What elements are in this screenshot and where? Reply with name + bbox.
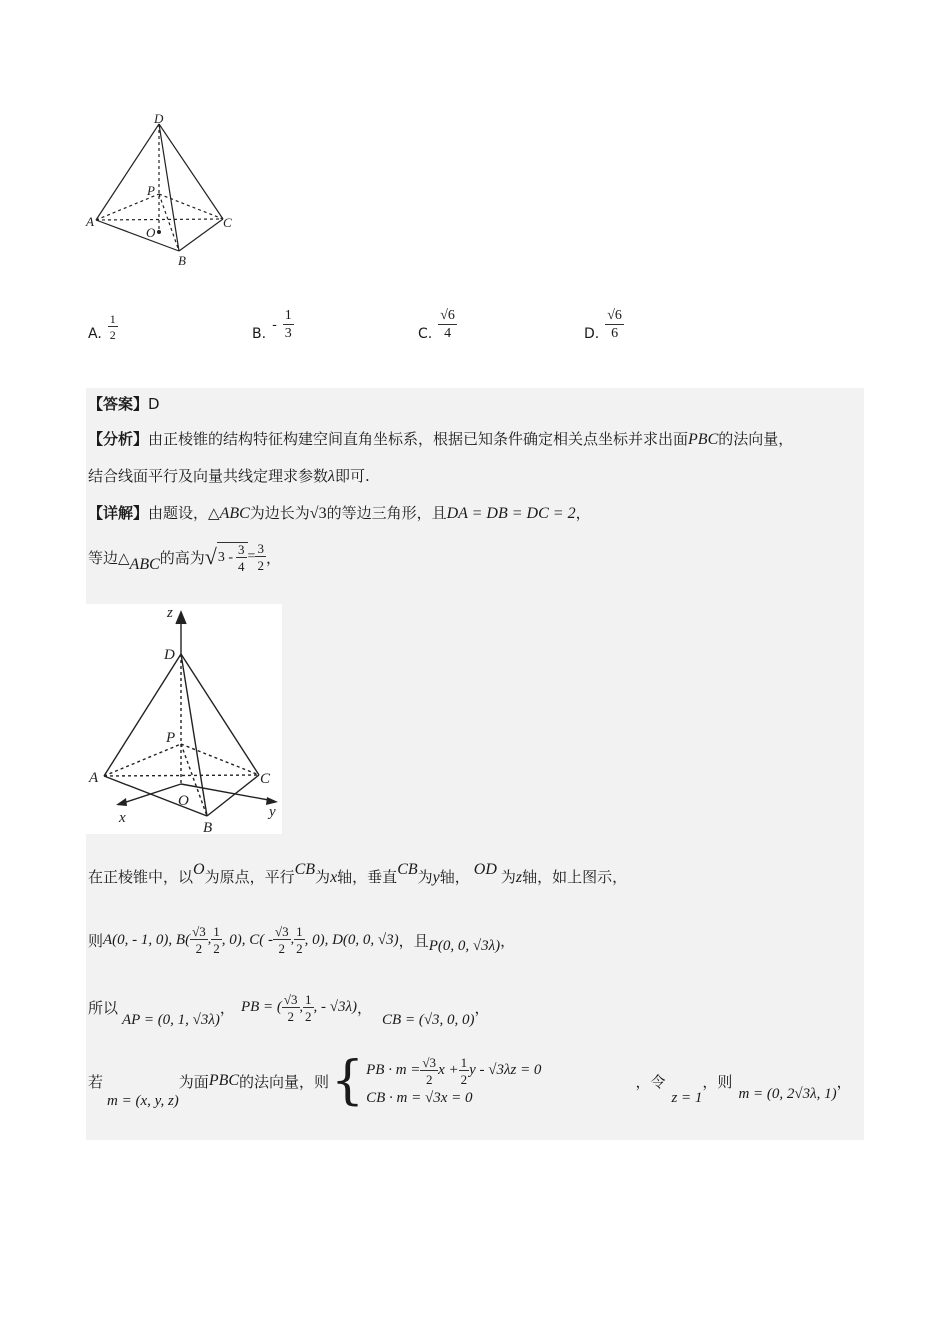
coords-line-2: 则 A(0, - 1, 0), B( $\frac{√3}{2}$ , $\frac{1}{2}$ , 0), C( - $\frac{√3}{2}$ , $\frac{1}{2}$ , 0), D(0, 0, √3) ，且 P(0, 0, √3λ) ，: [88, 924, 516, 956]
axis-label-y: y: [269, 804, 276, 820]
detail-line-2: 等边△ ABC 的高为 √ 3 - $\frac{3}{4}$ = $\frac{3}{2}$ ，: [88, 541, 281, 574]
coords-line-4: 若 m = (x, y, z) 为面 PBC 的法向量，则 { PB · m = $\frac{√3}{2}$ x + $\frac{1}{2}$ y - √3λz = 0 CB · m = √3x = 0 ，令 z = 1 ，则 m = (0, 2√3λ, 1) ，: [88, 1051, 852, 1111]
tetrahedron-figure: [80, 108, 250, 273]
option-d[interactable]: D. $\frac{√6}{6}$: [584, 308, 622, 342]
axis-label-x: x: [119, 810, 126, 826]
analysis-line-1: 【分析】由正棱锥的结构特征构建空间直角坐标系，根据已知条件确定相关点坐标并求出面PBC的法向量，: [88, 430, 794, 448]
option-b[interactable]: B. - $\frac{1}{3}$: [252, 308, 292, 342]
option-d-fraction: $\frac{√6}{6}$: [607, 308, 622, 341]
label-C: C: [223, 215, 232, 230]
label-B: B: [178, 253, 186, 268]
detail-line-1: 【详解】由题设，△ABC为边长为√3的等边三角形，且DA = DB = DC = 2，: [88, 504, 591, 522]
coords-line-1: 在正棱锥中，以O为原点，平行CB为x轴，垂直CB为y轴， OD 为z轴，如上图示，: [88, 861, 628, 886]
label-O: O: [146, 225, 156, 240]
option-b-fraction: $\frac{1}{3}$: [284, 308, 292, 341]
equation-1: PB · m = $\frac{√3}{2}$ x + $\frac{1}{2}$ y - √3λz = 0: [366, 1054, 542, 1087]
label-D2: D: [164, 647, 175, 663]
label-A2: A: [89, 770, 99, 786]
label-P: P: [147, 183, 155, 198]
answer-line: 【答案】D: [88, 395, 160, 413]
label-C2: C: [260, 771, 271, 787]
coords-line-3: 所以 AP = (0, 1, √3λ) ， PB = ( $\frac{√3}{2}$ , $\frac{1}{2}$ , - √3λ) ， CB = (√3, 0, 0) ，: [88, 991, 490, 1028]
option-a-fraction: $\frac{1}{2}$: [109, 312, 116, 342]
coordinate-tetrahedron-figure: [86, 604, 282, 834]
option-c-fraction: $\frac{√6}{4}$: [440, 308, 455, 341]
equation-2: CB · m = √3x = 0: [366, 1089, 473, 1106]
option-c[interactable]: C. $\frac{√6}{4}$: [418, 308, 455, 342]
option-a[interactable]: A. $\frac{1}{2}$: [88, 312, 116, 342]
analysis-line-2: 结合线面平行及向量共线定理求参数λ即可.: [88, 467, 370, 485]
label-P2: P: [166, 730, 176, 746]
label-B2: B: [203, 820, 213, 834]
label-O2: O: [178, 793, 189, 809]
label-A: A: [86, 214, 94, 229]
axis-label-z: z: [167, 605, 173, 621]
label-D: D: [154, 111, 164, 126]
